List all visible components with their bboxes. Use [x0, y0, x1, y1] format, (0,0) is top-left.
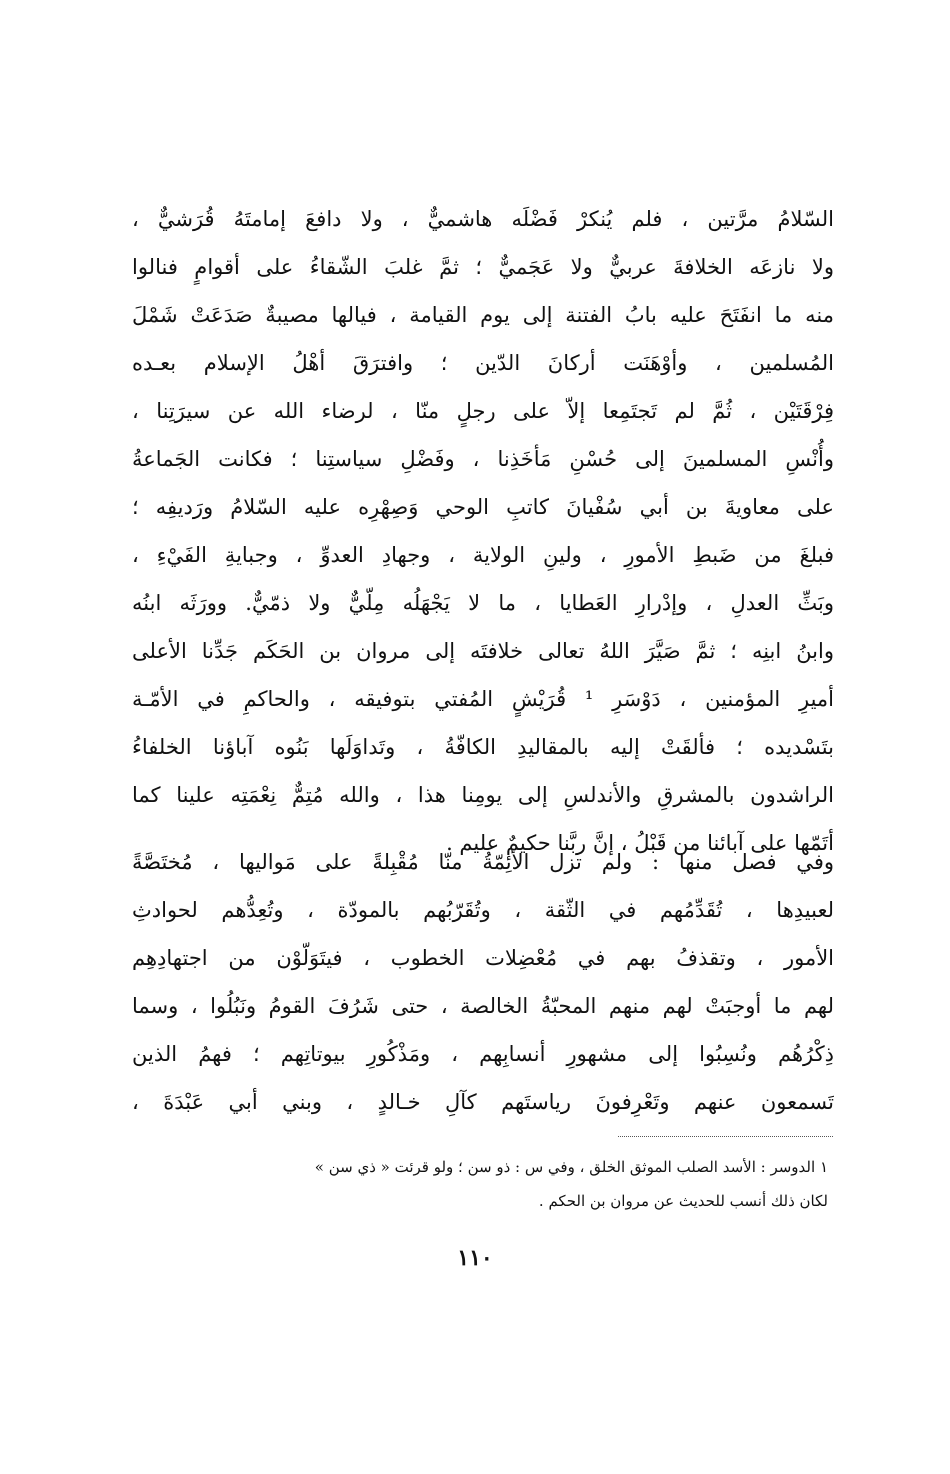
text-line: بتَسْديده ؛ فألقَتْ إليه بالمقاليدِ الكافّةُ ، وتَداوَلَها بَنُوه آباؤنا الخلفاءُ: [132, 735, 834, 759]
text-line: ذِكْرُهُم ونُسِبُوا إلى مشهورِ أنسابِهم ، ومَذْكُورِ بيوتاتِهم ؛ فهمُ الذين: [132, 1042, 834, 1066]
text-line: وأُنْسِ المسلمينَ إلى حُسْنِ مَأخَذِنا ، وفَضْلِ سياستِنا ؛ فكانت الجَماعةُ: [132, 447, 834, 471]
text-line: لهم ما أوجبَتْ لهم منهم المحبّةُ الخالصة ، حتى شَرُفَ القومُ ونَبُلُوا ، وسما: [132, 994, 834, 1018]
footnote: [152, 1150, 828, 1218]
text-line: ولا نازعَه الخلافةَ عربيٌّ ولا عَجَميٌّ ؛ ثمَّ غلبَ الشّقاءُ على أقوامٍ فنالوا: [132, 255, 834, 279]
footnote-line: ١ الدوسر : الأسد الصلب الموثق الخلق ، وفي س : ذو سن ؛ ولو قرئت « ذي سن »: [314, 1158, 828, 1176]
text-line: أميرِ المؤمنين ، دَوْسَرِ ¹ قُرَيْشٍ المُفتي بتوفيقه ، والحاكمِ في الأمّـة: [132, 687, 834, 711]
text-line: المُسلمين ، وأوْهَنَت أركانَ الدّين ؛ وافترَقَ أهْلُ الإسلام بعـده: [132, 351, 834, 375]
page-number: ١١٠: [457, 1245, 493, 1271]
text-line: وبَثِّ العدلِ ، وإدْرارِ العَطايا ، ما لا يَجْهَلُه مِلّيٌّ ولا ذمّيٌّ. وورَثَه ابنُه: [132, 591, 834, 615]
text-line: الراشدون بالمشرقِ والأندلسِ إلى يومِنا هذا ، والله مُتِمٌّ نِعْمَتِه علينا كما: [132, 783, 834, 807]
text-line: منه ما انفَتَحَ عليه بابُ الفتنة إلى يوم القيامة ، فيالها مصيبةٌ صَدَعَتْ شَمْلَ: [132, 303, 834, 327]
text-line: تَسمعون عنهم وتَعْرِفونَ رياستَهم كآلِ خـالدٍ ، وبني أبي عَبْدَةَ ،: [132, 1090, 834, 1114]
paragraph-section: [132, 838, 834, 1126]
text-line: لعبيدِها ، تُقَدِّمُهم في الثّقة ، وتُقَرّبُهم بالمودّة ، وتُعِدُّهم لحوادثِ: [132, 898, 834, 922]
footnote-separator: [618, 1136, 833, 1137]
text-line: السّلامُ مرَّتين ، فلم يُنكرْ فَضْلَه هاشميٌّ ، ولا دافعَ إمامتَهُ قُرَشيٌّ ،: [132, 207, 834, 231]
text-line: وابنُ ابنِه ؛ ثمَّ صَيَّرَ اللهُ تعالى خلافتَه إلى مروان بن الحَكَم جَدِّنا الأعلى: [132, 639, 834, 663]
text-line: وفي فصل منها : ولم تزل الأئِمّةُ منّا مُقْبِلةً على مَواليها ، مُختَصَّةً: [132, 850, 834, 874]
paragraph-main: [132, 195, 834, 867]
footnote-line: لكان ذلك أنسب للحديث عن مروان بن الحكم .: [538, 1192, 828, 1210]
text-line: على معاويةَ بن أبي سُفْيانَ كاتبِ الوحي وَصِهْرِه عليه السّلامُ ورَديفِه ؛: [132, 495, 834, 519]
text-line: فِرْقَتَيْن ، ثُمَّ لم تَجتَمِعا إلاّ على رجلٍ منّا ، لرضاء الله عن سيرَتِنا ،: [132, 399, 834, 423]
text-line: الأمور ، وتقذفُ بهم في مُعْضِلات الخطوب ، فيتَوَلّوْن من اجتهادِهِم: [132, 946, 834, 970]
text-line: فبلغَ من ضَبطِ الأمورِ ، ولينِ الولاية ، وجهادِ العدوِّ ، وجبايةِ الفَيْءِ ،: [132, 543, 834, 567]
text-line: أتَمّها على آبائنا من قَبْلُ ، إنَّ ربَّنا حكيمٌ عليم .: [446, 831, 834, 855]
